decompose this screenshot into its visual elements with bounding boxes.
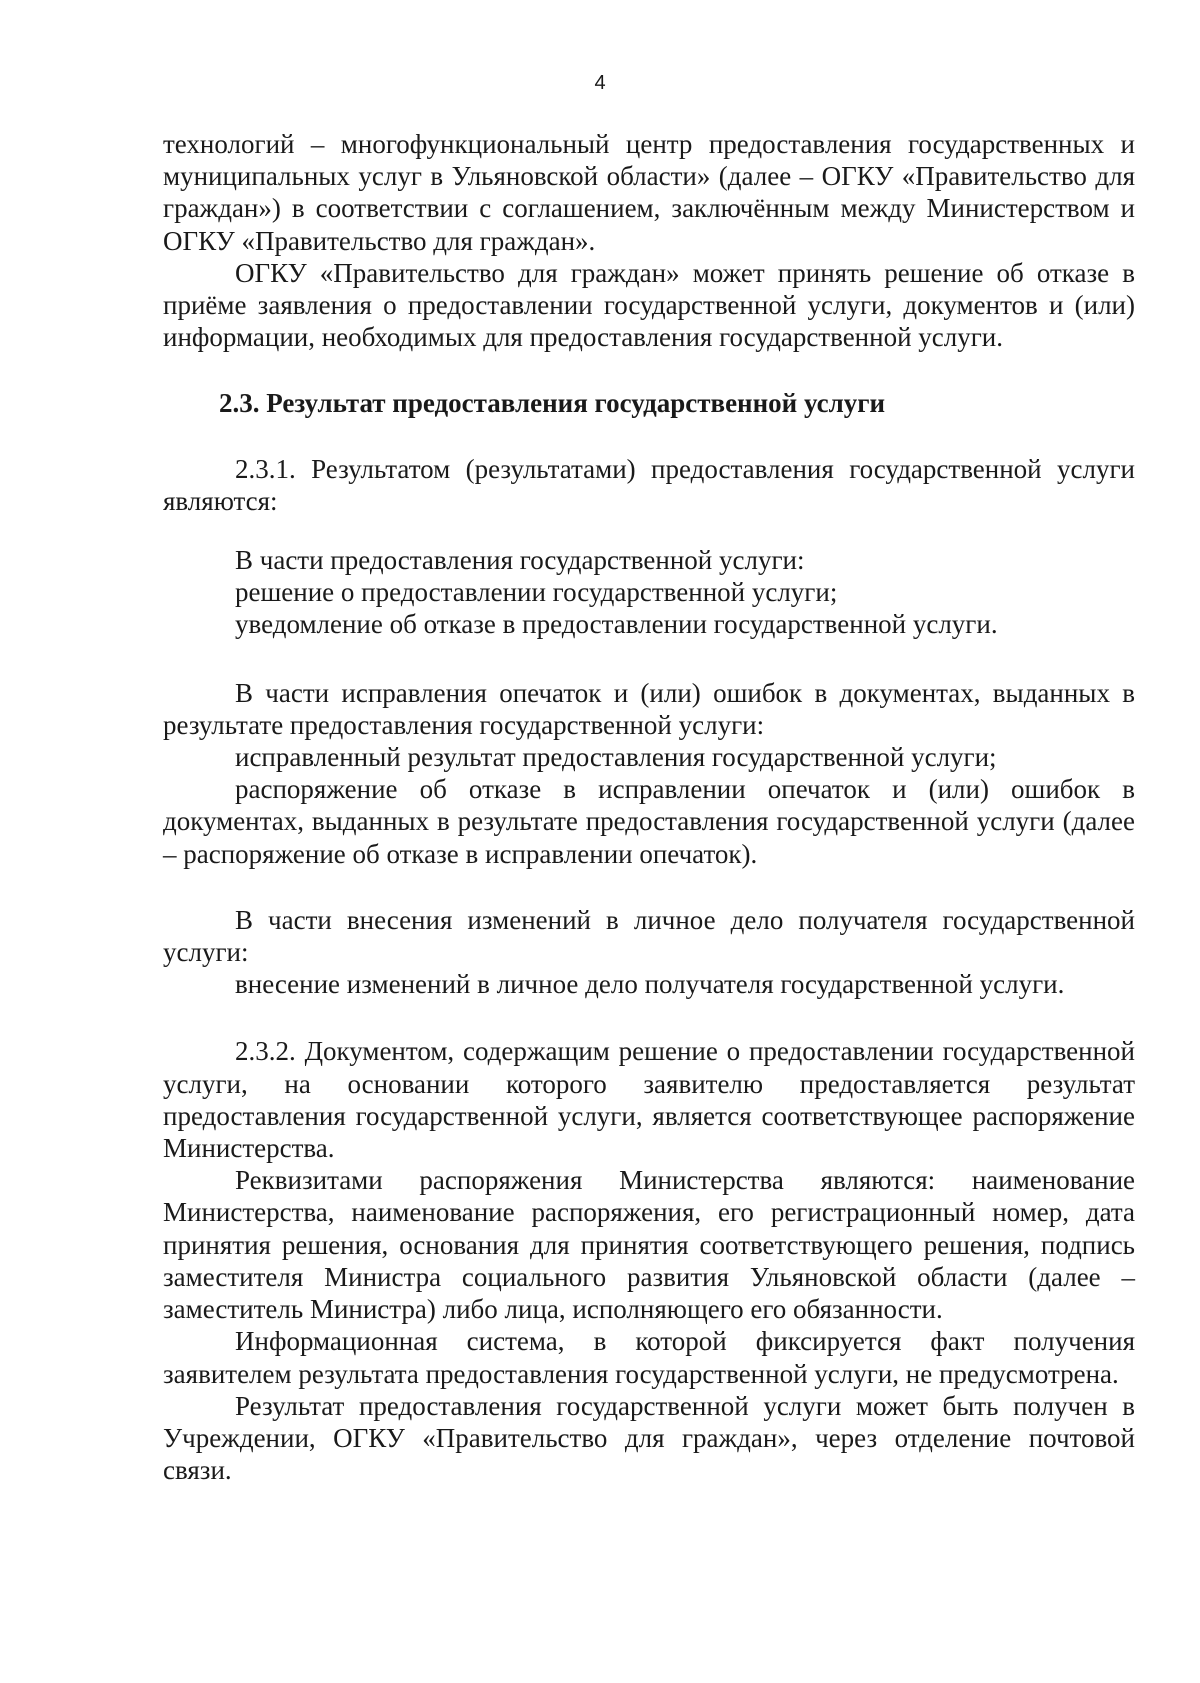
section-heading: 2.3. Результат предоставления государственной услуги xyxy=(219,388,886,419)
paragraph: В части внесения изменений в личное дело получателя государственной услуги: xyxy=(163,904,1135,968)
paragraph: Результат предоставления государственной услуги может быть получен в Учреждении, ОГКУ «Правительство для граждан», через отделение почтовой связи. xyxy=(163,1390,1135,1486)
list-line: В части предоставления государственной услуги: xyxy=(235,545,805,576)
paragraph: ОГКУ «Правительство для граждан» может принять решение об отказе в приёме заявления о предоставлении государственной услуги, документов и (или) информации, необходимых для предоставления государственной услуги. xyxy=(163,257,1135,353)
list-line: внесение изменений в личное дело получателя государственной услуги. xyxy=(235,969,1065,1000)
paragraph: Информационная система, в которой фиксируется факт получения заявителем результата предоставления государственной услуги, не предусмотрена. xyxy=(163,1326,1135,1389)
paragraph: В части исправления опечаток и (или) ошибок в документах, выданных в результате предоставления государственной услуги: xyxy=(163,677,1135,740)
list-line: уведомление об отказе в предоставлении государственной услуги. xyxy=(235,609,998,640)
paragraph: 2.3.1. Результатом (результатами) предоставления государственной услуги являются: xyxy=(163,453,1135,516)
paragraph: 2.3.2. Документом, содержащим решение о предоставлении государственной услуги, на основании которого заявителю предоставляется результат предоставления государственной услуги, является соответствующее распоряжение Министерства. xyxy=(163,1036,1135,1164)
paragraph: распоряжение об отказе в исправлении опечаток и (или) ошибок в документах, выданных в результате предоставления государственной услуги (далее – распоряжение об отказе в исправлении опечаток). xyxy=(163,774,1135,869)
list-line: исправленный результат предоставления государственной услуги; xyxy=(235,742,997,773)
list-line: решение о предоставлении государственной услуги; xyxy=(235,577,838,608)
paragraph: технологий – многофункциональный центр предоставления государственных и муниципальных услуг в Ульяновской области» (далее – ОГКУ «Правительство для граждан») в соответствии с соглашением, заключённым между Министерством и ОГКУ «Правительство для граждан». xyxy=(163,129,1135,256)
document-body xyxy=(163,128,1135,1486)
paragraph: Реквизитами распоряжения Министерства являются: наименование Министерства, наименование распоряжения, его регистрационный номер, дата принятия решения, основания для принятия соответствующего решения, подпись заместителя Министра социального развития Ульяновской области (далее – заместитель Министра) либо лица, исполняющего его обязанности. xyxy=(163,1165,1135,1325)
page-number: 4 xyxy=(594,72,606,94)
